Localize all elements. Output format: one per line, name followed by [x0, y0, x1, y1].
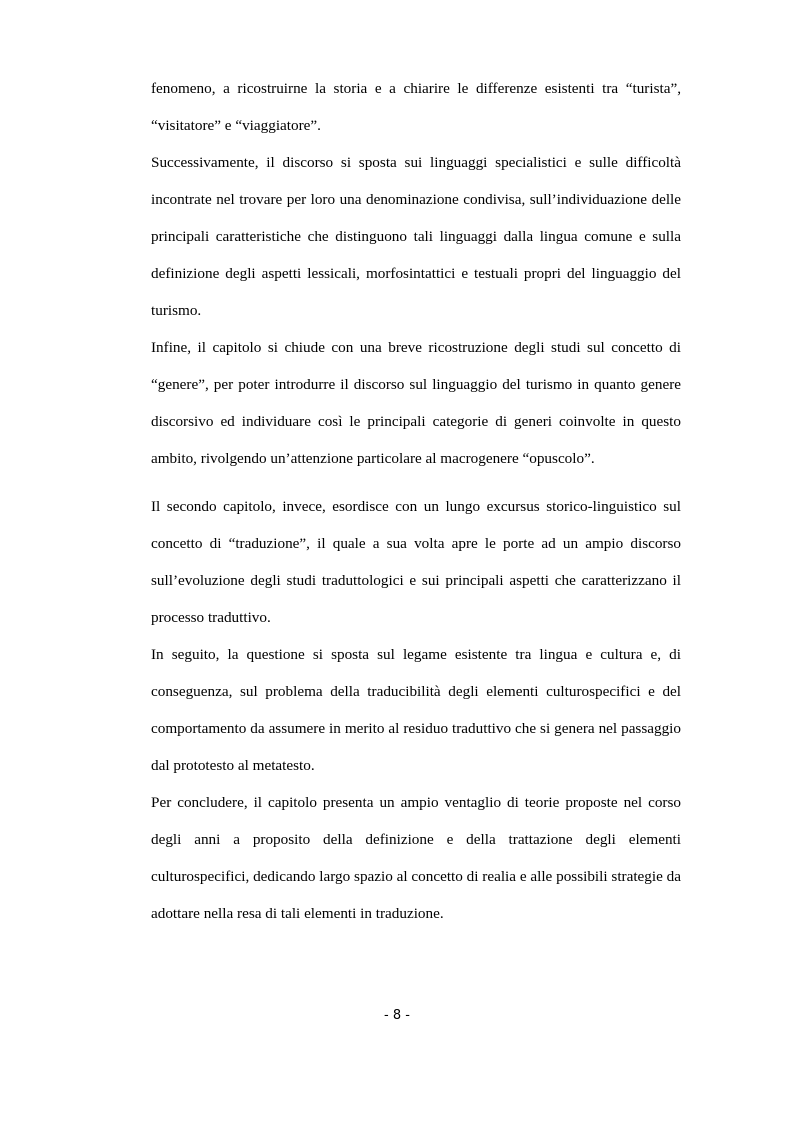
paragraph-5: In seguito, la questione si sposta sul legame esistente tra lingua e cultura e, di conseguenza, sul problema della traducibilità degli elementi culturospecifici e del comportamento da assumere in merito al residuo traduttivo che si genera nel passaggio dal prototesto al metatesto.	[151, 646, 681, 774]
page-number: - 8 -	[384, 1008, 410, 1023]
section-gap	[151, 477, 681, 488]
paragraph-6: Per concludere, il capitolo presenta un ampio ventaglio di teorie proposte nel corso degli anni a proposito della definizione e della trattazione degli elementi culturospecifici, dedicando largo spazio al concetto di realia e alle possibili strategie da adottare nella resa di tali elementi in traduzione.	[151, 794, 681, 922]
paragraph-4: Il secondo capitolo, invece, esordisce con un lungo excursus storico-linguistico sul concetto di “traduzione”, il quale a sua volta apre le porte ad un ampio discorso sull’evoluzione degli studi traduttologici e sui principali aspetti che caratterizzano il processo traduttivo.	[151, 498, 681, 626]
body-text	[151, 70, 681, 932]
paragraph-2: Successivamente, il discorso si sposta sui linguaggi specialistici e sulle difficoltà incontrate nel trovare per loro una denominazione condivisa, sull’individuazione delle principali caratteristiche che distinguono tali linguaggi dalla lingua comune e sulla definizione degli aspetti lessicali, morfosintattici e testuali propri del linguaggio del turismo.	[151, 154, 681, 319]
paragraph-1: fenomeno, a ricostruirne la storia e a chiarire le differenze esistenti tra “turista”, “visitatore” e “viaggiatore”.	[151, 80, 681, 134]
paragraph-3: Infine, il capitolo si chiude con una breve ricostruzione degli studi sul concetto di “genere”, per poter introdurre il discorso sul linguaggio del turismo in quanto genere discorsivo ed individuare così le principali categorie di generi coinvolte in questo ambito, rivolgendo un’attenzione particolare al macrogenere “opuscolo”.	[151, 339, 681, 467]
